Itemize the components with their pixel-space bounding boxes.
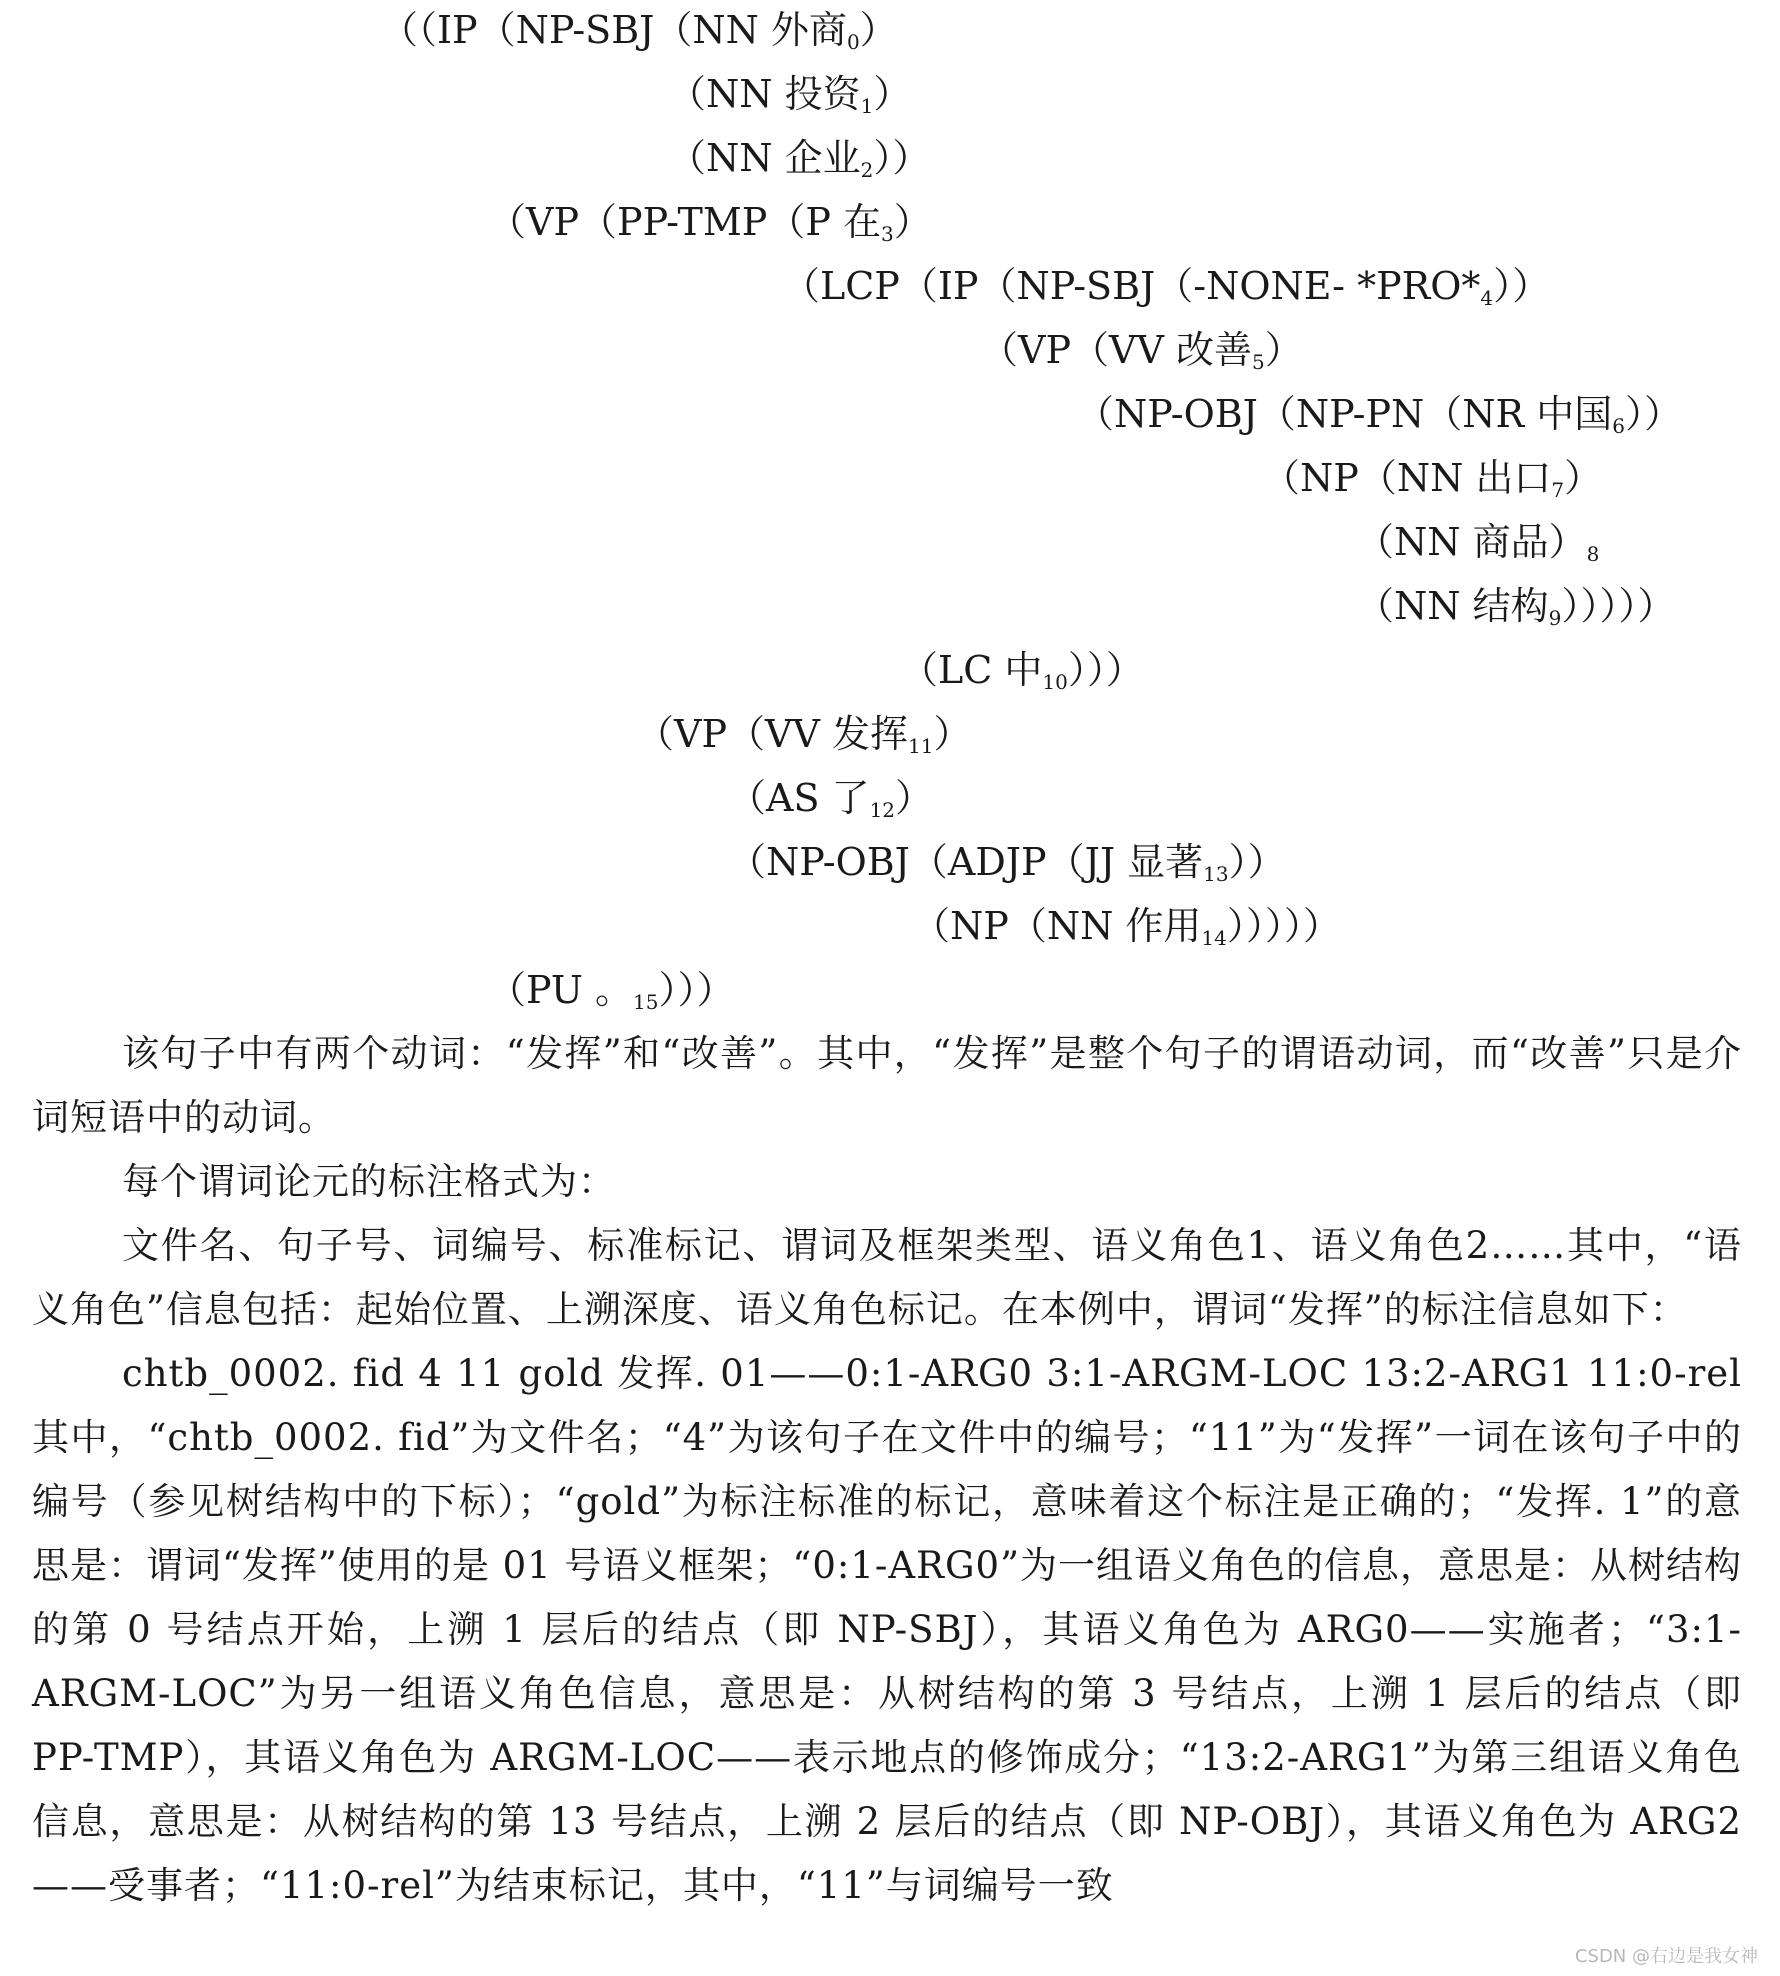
- tree-line: [980, 320, 1303, 380]
- tree-line: [728, 832, 1286, 892]
- tree-line: [1076, 384, 1682, 444]
- tree-node-text: （LC 中: [900, 648, 1043, 692]
- closing-brackets: ）: [895, 776, 934, 820]
- tree-line: [1262, 448, 1602, 508]
- closing-brackets: ）: [873, 72, 912, 116]
- word-index: 10: [1042, 670, 1068, 694]
- tree-line: [380, 0, 898, 60]
- closing-brackets: ）: [859, 8, 898, 52]
- closing-brackets: ））: [1228, 840, 1286, 884]
- paragraph: 每个谓词论元的标注格式为：: [122, 1160, 616, 1203]
- paragraph: chtb_0002. fid 4 11 gold 发挥. 01——0:1-ARG0 3:1-ARGM-LOC 13:2-ARG1 11:0-rel 其中，“chtb_0002. fid”为文件名；“4”为该句子在文件中的编号；“11”为“发挥”一词在该句子中的编号（参见树结构中的下标）；“gold”为标注标准的标记，意味着这个标注是正确的；“发挥. 1”的意思是：谓词“发挥”使用的是 01 号语义框架；“0:1-ARG0”为一组语义角色的信息，意思是：从树结构的第 0 号结点开始，上溯 1 层后的结点（即 NP-SBJ），其语义角色为 ARG0——实施者；“3:1-ARGM-LOC”为另一组语义角色信息，意思是：从树结构的第 3 号结点，上溯 1 层后的结点（即 PP-TMP），其语义角色为 ARGM-LOC——表示地点的修饰成分；“13:2-ARG1”为第三组语义角色信息，意思是：从树结构的第 13 号结点，上溯 2 层后的结点（即 NP-OBJ），其语义角色为 ARG2 ——受事者；“11:0-rel”为结束标记，其中，“11”与词编号一致: [32, 1352, 1742, 1907]
- closing-brackets: ）））））: [1226, 904, 1341, 948]
- tree-line: [1356, 576, 1675, 636]
- tree-node-text: （VP（VV 发挥: [636, 712, 908, 756]
- explanation-text: [32, 1022, 1742, 1918]
- paragraph: 文件名、句子号、词编号、标准标记、谓词及框架类型、语义角色1、语义角色2……其中，“语义角色”信息包括：起始位置、上溯深度、语义角色标记。在本例中，谓词“发挥”的标注信息如下：: [32, 1224, 1742, 1331]
- tree-line: [488, 192, 932, 252]
- tree-node-text: （VP（PP-TMP（P 在: [488, 200, 882, 244]
- tree-line: [488, 960, 734, 1020]
- word-index: 0: [846, 30, 860, 54]
- tree-node-text: （NN 商品）: [1356, 520, 1587, 564]
- closing-brackets: ）））））: [1561, 584, 1676, 628]
- tree-line: [668, 128, 930, 188]
- tree-node-text: （（IP（NP-SBJ（NN 外商: [380, 8, 847, 52]
- word-index: 4: [1480, 286, 1494, 310]
- tree-line: [782, 256, 1550, 316]
- tree-node-text: （LCP（IP（NP-SBJ（-NONE- *PRO*: [782, 264, 1481, 308]
- tree-node-text: （PU 。: [488, 968, 634, 1012]
- word-index: 8: [1586, 542, 1600, 566]
- closing-brackets: ）: [933, 712, 972, 756]
- word-index: 6: [1612, 414, 1625, 438]
- closing-brackets: ）: [1564, 456, 1603, 500]
- word-index: 7: [1551, 478, 1565, 502]
- closing-brackets: ）: [1264, 328, 1303, 372]
- tree-line: [900, 640, 1144, 700]
- tree-line: [668, 64, 911, 124]
- closing-brackets: ）: [893, 200, 932, 244]
- tree-node-text: （NP（NN 出口: [1262, 456, 1552, 500]
- tree-node-text: （VP（VV 改善: [980, 328, 1252, 372]
- tree-node-text: （NN 投资: [668, 72, 861, 116]
- word-index: 5: [1251, 350, 1265, 374]
- paragraph: 该句子中有两个动词：“发挥”和“改善”。其中，“发挥”是整个句子的谓语动词，而“改善”只是介词短语中的动词。: [32, 1032, 1742, 1139]
- tree-node-text: （NN 结构: [1356, 584, 1549, 628]
- word-index: 12: [869, 798, 896, 822]
- tree-node-text: （NN 企业: [668, 136, 861, 180]
- tree-line: [912, 896, 1341, 956]
- word-index: 3: [881, 222, 894, 246]
- closing-brackets: ））: [873, 136, 931, 180]
- tree-line: [728, 768, 933, 828]
- word-index: 1: [860, 94, 874, 118]
- tree-line: [1356, 512, 1599, 572]
- word-index: 2: [860, 158, 874, 182]
- closing-brackets: ）））: [658, 968, 735, 1012]
- tree-node-text: （NP-OBJ（ADJP（JJ 显著: [728, 840, 1204, 884]
- word-index: 13: [1203, 862, 1229, 886]
- watermark: CSDN @右边是我女神: [1574, 1946, 1758, 1967]
- closing-brackets: ）））: [1067, 648, 1144, 692]
- tree-node-text: （AS 了: [728, 776, 870, 820]
- closing-brackets: ））: [1624, 392, 1682, 436]
- closing-brackets: ））: [1493, 264, 1551, 308]
- tree-node-text: （NP（NN 作用: [912, 904, 1202, 948]
- word-index: 11: [907, 734, 934, 758]
- word-index: 14: [1201, 926, 1227, 950]
- tree-node-text: （NP-OBJ（NP-PN（NR 中国: [1076, 392, 1613, 436]
- word-index: 15: [633, 990, 659, 1014]
- word-index: 9: [1548, 606, 1562, 630]
- tree-line: [636, 704, 971, 764]
